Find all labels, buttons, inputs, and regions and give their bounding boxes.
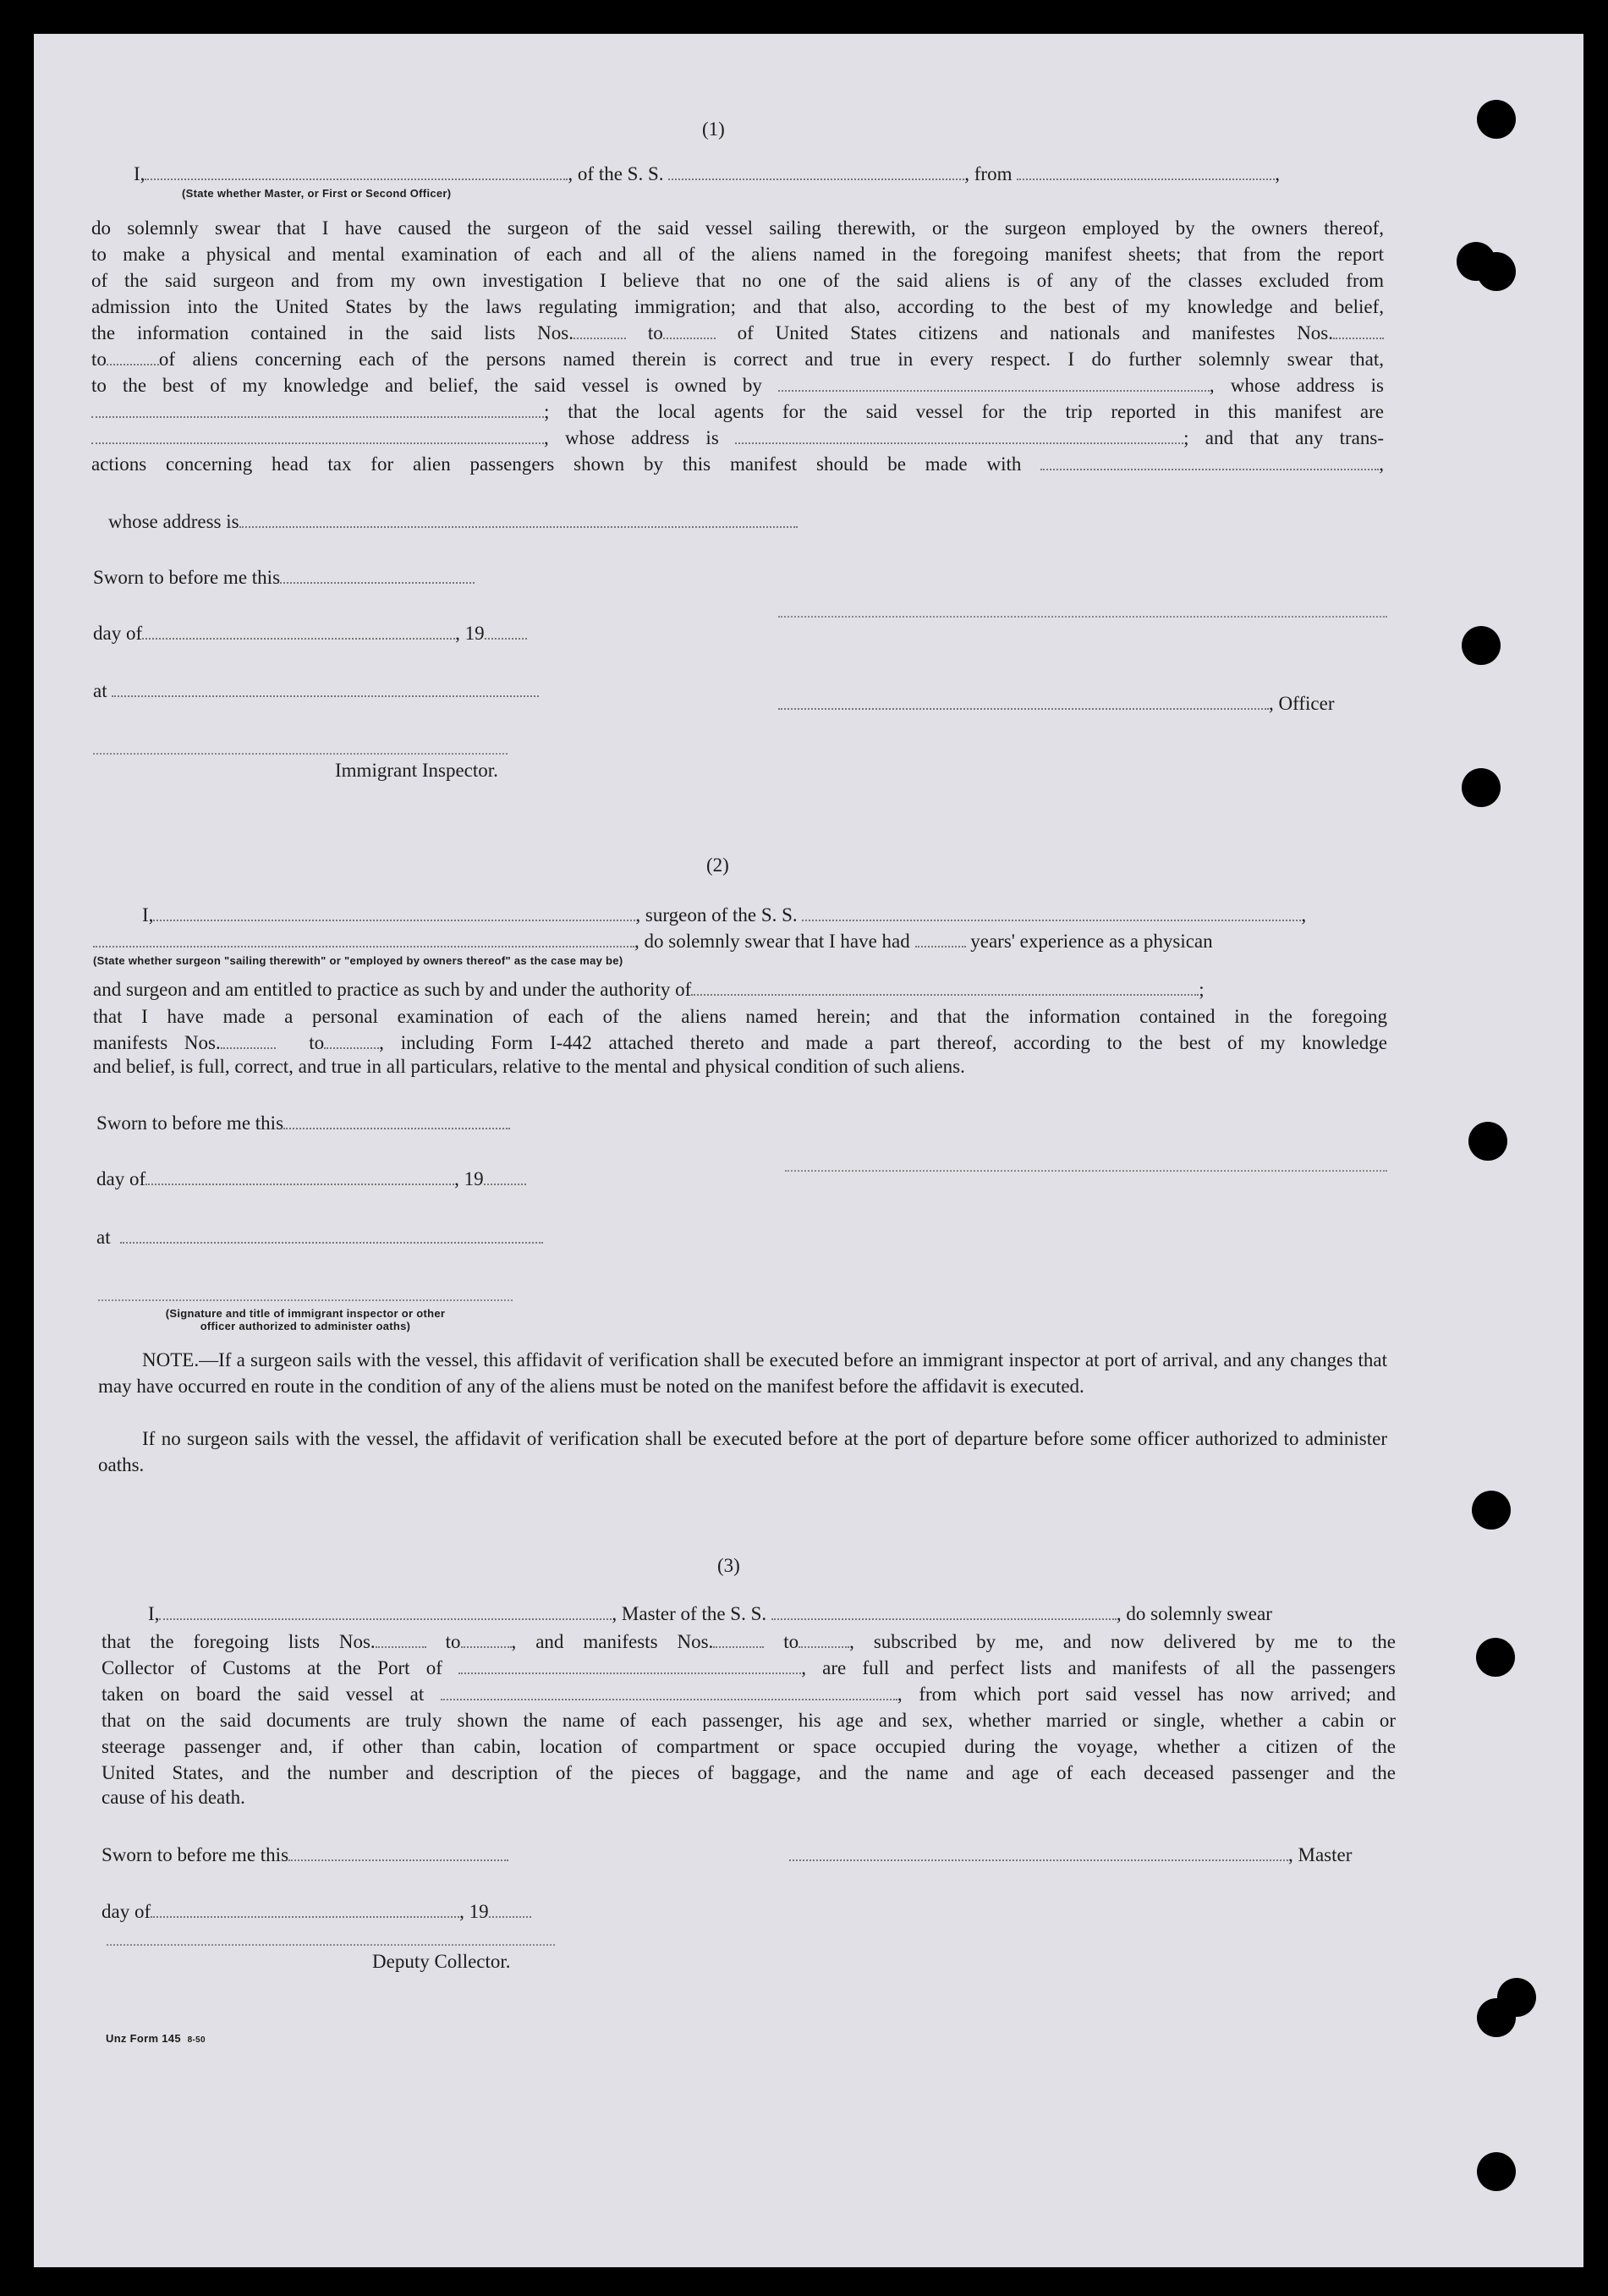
- s3-to-label-2: to: [783, 1631, 799, 1652]
- s3-sworn-field[interactable]: [288, 1859, 508, 1861]
- s2-line5: [93, 1030, 1387, 1056]
- s3-day-field[interactable]: [151, 1916, 459, 1918]
- s2-form-text: , including Form I-442 attached thereto and made a part thereof, according to the best of my knowledge: [379, 1032, 1388, 1053]
- s3-lists-to-field[interactable]: [461, 1646, 512, 1648]
- s1-agents-address-field[interactable]: [735, 442, 1183, 444]
- punch-hole: [1468, 1122, 1507, 1161]
- s3-text-line: United States, and the number and description of the pieces of baggage, and the name and age of each deceased passenger and the: [102, 1762, 1396, 1783]
- punch-hole: [1477, 100, 1516, 139]
- s3-port-field[interactable]: [458, 1673, 801, 1674]
- s1-from-field[interactable]: [1017, 179, 1275, 180]
- s2-manifests-to-field[interactable]: [324, 1047, 379, 1049]
- s1-day-label: day of: [93, 623, 143, 644]
- punch-hole: [1472, 1491, 1511, 1530]
- s1-headtax-address-field[interactable]: [239, 526, 798, 528]
- s1-text-line: of the said surgeon and from my own investigation I believe that no one of the said aliens is of any of the classes excluded from: [91, 270, 1384, 291]
- s3-lists-text: , are full and perfect lists and manifests of all the passengers: [801, 1657, 1396, 1678]
- s1-owner-address-label: , whose address is: [1209, 375, 1384, 396]
- s2-signature-hint-2: officer authorized to administer oaths): [200, 1320, 411, 1332]
- affidavit-page: [34, 34, 1583, 2267]
- s3-year-label: , 19: [459, 1901, 489, 1922]
- s3-line3: [102, 1655, 1396, 1681]
- s1-trans-label: ; and that any trans-: [1183, 427, 1384, 448]
- s2-day-field[interactable]: [145, 1184, 454, 1185]
- s3-master-line: [789, 1844, 1352, 1866]
- s1-year-label: , 19: [455, 623, 485, 644]
- s1-lists-from-field[interactable]: [574, 338, 626, 339]
- s3-master-signature-field[interactable]: [789, 1859, 1288, 1861]
- s2-years-label: years' experience as a physican: [970, 931, 1213, 952]
- s3-master-label: , Master of the S. S.: [612, 1603, 767, 1624]
- s1-to-label: to: [647, 322, 663, 343]
- s1-paragraph: [91, 215, 1384, 477]
- s2-signature-hint: [98, 1307, 513, 1332]
- punch-hole: [1477, 2152, 1516, 2191]
- s1-line-nos: [91, 320, 1384, 346]
- s3-board-label: taken on board the said vessel at: [102, 1684, 425, 1705]
- s1-line-address: [91, 425, 1384, 451]
- s1-inspector-label: Immigrant Inspector.: [335, 760, 498, 781]
- s3-manifests-from-field[interactable]: [713, 1646, 764, 1648]
- s3-board-field[interactable]: [441, 1699, 897, 1700]
- s1-agents-label: ; that the local agents for the said vessel for the trip reported in this manifest are: [544, 401, 1384, 422]
- s2-i-label: I,: [142, 904, 154, 926]
- s1-officer-label: , Officer: [1269, 693, 1335, 714]
- s3-to-label: to: [445, 1631, 461, 1652]
- s3-paragraph: [102, 1629, 1396, 1786]
- s3-line4: [102, 1681, 1396, 1707]
- s2-at-field[interactable]: [120, 1242, 543, 1244]
- s2-years-field[interactable]: [915, 946, 966, 948]
- s2-at-line: [96, 1227, 543, 1249]
- punch-hole: [1476, 1638, 1515, 1677]
- s1-manifests-field[interactable]: [1333, 338, 1384, 339]
- s2-authority-label: and surgeon and am entitled to practice as such by and under the authority of: [93, 979, 692, 1000]
- s1-from-label: , from: [964, 163, 1013, 184]
- section-1-number: (1): [702, 118, 725, 140]
- s1-whose-label: whose address is: [108, 511, 239, 532]
- s2-manifests-label: manifests Nos.: [93, 1032, 221, 1053]
- s2-line2: [93, 931, 1213, 953]
- s2-note-2: If no surgeon sails with the vessel, the affidavit of verification shall be executed before at the port of departure before some officer authorized to administer oaths.: [98, 1428, 1387, 1475]
- s2-surgeon-type-field[interactable]: [93, 946, 634, 948]
- s1-line-officer: [134, 163, 1280, 185]
- s1-lists-to-field[interactable]: [663, 338, 716, 339]
- s1-officer-field[interactable]: [145, 179, 568, 180]
- s1-aliens-text: of aliens concerning each of the persons named therein is correct and true in every respect. I do further solemnly swear that,: [158, 349, 1384, 370]
- form-footer: [106, 2032, 206, 2045]
- s1-lists-label: the information contained in the said lists Nos.: [91, 322, 574, 343]
- s3-manifests-to-field[interactable]: [799, 1646, 849, 1648]
- punch-hole: [1462, 626, 1501, 665]
- s1-day-line: [93, 623, 527, 645]
- s1-officer-line: [778, 693, 1334, 715]
- s2-surgeon-name-field[interactable]: [153, 920, 635, 921]
- s2-signature-hint-1: (Signature and title of immigrant inspector or other: [165, 1307, 446, 1320]
- s1-day-field[interactable]: [142, 638, 455, 640]
- s1-signature-line[interactable]: [778, 616, 1387, 618]
- s2-manifests-from-field[interactable]: [221, 1047, 276, 1049]
- s1-text-line: do solemnly swear that I have caused the surgeon of the said vessel sailing therewith, or the surgeon employed by the owners thereof,: [91, 217, 1384, 239]
- s1-owner-address-field[interactable]: [91, 416, 544, 418]
- punch-hole: [1477, 252, 1516, 291]
- s3-sworn-label: Sworn to before me this: [102, 1844, 289, 1865]
- s3-day-label: day of: [102, 1901, 151, 1922]
- s1-owned-label: to the best of my knowledge and belief, the said vessel is owned by: [91, 375, 762, 396]
- s3-year-field[interactable]: [489, 1916, 531, 1918]
- s2-comma: ,: [1301, 904, 1307, 926]
- s3-line2: [102, 1629, 1396, 1655]
- s1-owner-field[interactable]: [778, 390, 1210, 392]
- s3-master-sig-label: , Master: [1288, 1844, 1353, 1865]
- s1-i-label: I,: [134, 163, 145, 184]
- s3-i-label: I,: [148, 1603, 160, 1624]
- s1-line-agents: [91, 398, 1384, 425]
- s2-line6: and belief, is full, correct, and true in all particulars, relative to the mental and physical condition of such aliens.: [93, 1056, 965, 1077]
- s1-text-line: to make a physical and mental examination of each and all of the aliens named in the foregoing manifest sheets; that from the report: [91, 244, 1384, 265]
- s3-delivered-text: , subscribed by me, and now delivered by me to the: [849, 1631, 1397, 1652]
- s2-note-1: NOTE.—If a surgeon sails with the vessel, this affidavit of verification shall be executed before an immigrant inspector at port of arrival, and any changes that may have occurred en route in the condition of any of the aliens must be noted on the manifest before the affidavit is executed.: [98, 1349, 1387, 1397]
- s1-line-owned: [91, 372, 1384, 398]
- s3-sworn-line: [102, 1844, 508, 1866]
- s1-officer-signature-field[interactable]: [778, 708, 1269, 710]
- s1-line-headtax: [91, 451, 1384, 477]
- s1-at-line: [93, 680, 539, 702]
- s3-swear-label: , do solemnly swear: [1116, 1603, 1272, 1624]
- s1-at-field[interactable]: [112, 695, 539, 697]
- s2-paragraph: [93, 1003, 1387, 1056]
- s2-surgeon-label: , surgeon of the S. S.: [635, 904, 798, 926]
- s2-swear-label: , do solemnly swear that I have had: [634, 931, 910, 952]
- s1-sworn-field[interactable]: [280, 582, 475, 584]
- s1-to-label-2: to: [91, 349, 107, 370]
- s3-collector-label: Deputy Collector.: [372, 1951, 511, 1972]
- s2-semicolon: ;: [1199, 979, 1205, 1000]
- s1-inspector-signature-line[interactable]: [93, 753, 508, 755]
- s2-signature-line[interactable]: [785, 1170, 1387, 1172]
- s2-year-label: , 19: [454, 1168, 484, 1189]
- s3-master-name-field[interactable]: [159, 1618, 612, 1620]
- s3-vessel-field[interactable]: [771, 1618, 1117, 1620]
- s1-line-whose: [108, 511, 798, 533]
- s3-port-label: Collector of Customs at the Port of: [102, 1657, 442, 1678]
- s2-sworn-line: [96, 1112, 510, 1134]
- s2-sworn-field[interactable]: [283, 1128, 510, 1129]
- s1-comma-2: ,: [1379, 453, 1384, 475]
- s3-lists-from-field[interactable]: [376, 1646, 426, 1648]
- s2-line3: [93, 979, 1205, 1001]
- punch-hole: [1477, 1998, 1516, 2037]
- s2-to-label: to: [309, 1032, 325, 1053]
- s3-lists-label: that the foregoing lists Nos.: [102, 1631, 376, 1652]
- s1-comma: ,: [1275, 163, 1280, 184]
- s1-agents-address-label: , whose address is: [544, 427, 719, 448]
- s2-vessel-field[interactable]: [802, 920, 1301, 921]
- s1-of-ss-label: , of the S. S.: [568, 163, 664, 184]
- s1-vessel-field[interactable]: [668, 179, 964, 180]
- form-date: 8-50: [187, 2035, 206, 2045]
- s2-day-label: day of: [96, 1168, 146, 1189]
- s2-line1: [142, 904, 1306, 926]
- section-2-number: (2): [706, 854, 729, 876]
- s3-manifests-label: , and manifests Nos.: [511, 1631, 714, 1652]
- s2-year-field[interactable]: [484, 1184, 526, 1185]
- s1-line-to: [91, 346, 1384, 372]
- s2-authority-field[interactable]: [691, 994, 1199, 996]
- s3-collector-signature-line[interactable]: [107, 1944, 555, 1946]
- s3-day-line: [102, 1901, 531, 1923]
- s1-manifests-to-field[interactable]: [107, 364, 159, 365]
- s1-agents-field[interactable]: [91, 442, 544, 444]
- s2-surgeon-hint: (State whether surgeon "sailing therewith" or "employed by owners thereof" as the case may be): [93, 954, 623, 967]
- s1-year-field[interactable]: [485, 638, 527, 640]
- s3-text-line: that on the said documents are truly shown the name of each passenger, his age and sex, whether married or single, whether a cabin or: [102, 1710, 1396, 1731]
- section-3-number: (3): [717, 1555, 740, 1576]
- s1-sworn-line: [93, 567, 475, 589]
- s3-last-line: cause of his death.: [102, 1787, 245, 1808]
- s1-at-label: at: [93, 680, 107, 701]
- s1-manifests-label: of United States citizens and nationals and manifestes Nos.: [737, 322, 1334, 343]
- s3-arrived-text: , from which port said vessel has now arrived; and: [897, 1684, 1396, 1705]
- s3-text-line: steerage passenger and, if other than cabin, location of compartment or space occupied during the voyage, whether a citizen of the: [102, 1736, 1396, 1757]
- s1-sworn-label: Sworn to before me this: [93, 567, 281, 588]
- s1-text-line: admission into the United States by the laws regulating immigration; and that also, according to the best of my knowledge and belief,: [91, 296, 1384, 317]
- punch-hole: [1462, 768, 1501, 807]
- s1-headtax-field[interactable]: [1040, 469, 1379, 470]
- s2-day-line: [96, 1168, 526, 1190]
- s1-officer-hint: (State whether Master, or First or Second Officer): [182, 187, 452, 200]
- s3-line1: [148, 1603, 1272, 1625]
- s1-headtax-label: actions concerning head tax for alien passengers shown by this manifest should be made with: [91, 453, 1022, 475]
- form-id: Unz Form 145: [106, 2032, 181, 2045]
- s2-inspector-signature-line[interactable]: [98, 1299, 513, 1301]
- s2-sworn-label: Sworn to before me this: [96, 1112, 284, 1134]
- s2-at-label: at: [96, 1227, 111, 1248]
- s2-text-line: that I have made a personal examination of each of the aliens named herein; and that the information contained in the foregoing: [93, 1006, 1387, 1027]
